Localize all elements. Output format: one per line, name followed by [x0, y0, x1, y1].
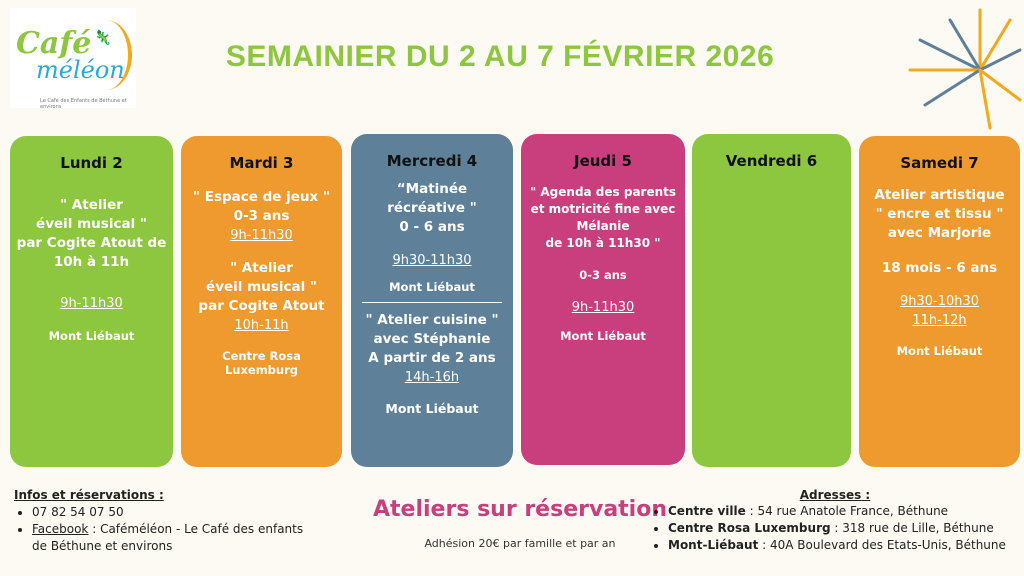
activity-age: 0-3 ans — [233, 208, 290, 224]
activity-line: 10h à 11h — [53, 254, 130, 270]
activity-age: 0-3 ans — [579, 268, 627, 282]
activity-line: “Matinée — [396, 181, 468, 197]
logo-tagline: Le Café des Enfants de Béthune et environs — [40, 98, 127, 110]
activity-line: éveil musical " — [36, 216, 147, 232]
activity-line: et motricité fine avec — [530, 202, 676, 216]
facebook-item — [32, 521, 314, 555]
activity-line: Atelier artistique — [874, 187, 1005, 203]
activity-time: 9h30-10h30 — [899, 294, 980, 309]
activity-line: " Espace de jeux " — [193, 189, 330, 205]
address-item: • Mont-Liébaut : 40A Boulevard des Etats-Unis, Béthune — [668, 537, 1020, 554]
firework-icon — [880, 0, 1024, 130]
activity-line: par Cogite Atout — [198, 298, 325, 314]
activity-line: récréative " — [387, 200, 477, 216]
day-title: Lundi 2 — [60, 154, 123, 172]
day-card-lundi — [10, 136, 173, 467]
activity-line: " Atelier — [230, 260, 293, 276]
day-title: Mardi 3 — [229, 154, 294, 172]
addresses — [650, 488, 1020, 554]
facebook-link[interactable]: Facebook — [32, 522, 89, 536]
chameleon-icon: 🦎 — [94, 30, 112, 46]
divider — [362, 302, 502, 303]
activity-line: " Atelier cuisine " — [365, 312, 499, 328]
activity-line: avec Marjorie — [887, 225, 992, 241]
activity-line: éveil musical " — [206, 279, 317, 295]
reservation-title: Ateliers sur réservation — [373, 497, 667, 522]
contact-info — [14, 488, 314, 555]
activity-time: 11h-12h — [912, 313, 967, 328]
membership-note: Adhésion 20€ par famille et par an — [424, 537, 616, 550]
activity-place: Mont Liébaut — [896, 344, 983, 358]
day-title: Samedi 7 — [900, 154, 979, 172]
activity-age: A partir de 2 ans — [368, 350, 496, 366]
logo-word-meleon: méléon — [36, 56, 125, 84]
day-card-samedi — [859, 136, 1020, 467]
activity-time: 9h-11h30 — [571, 300, 635, 315]
logo-word-cafe: Café — [16, 26, 92, 61]
day-card-jeudi — [521, 134, 685, 465]
activity-line: " Atelier — [60, 197, 123, 213]
activity-age: 18 mois - 6 ans — [881, 260, 998, 276]
activity-line: de 10h à 11h30 " — [545, 236, 661, 250]
page-title: SEMAINIER DU 2 AU 7 FÉVRIER 2026 — [225, 40, 775, 73]
activity-line: avec Stéphanie — [373, 331, 491, 347]
day-card-mardi — [181, 136, 342, 467]
activity-time: 14h-16h — [404, 370, 460, 385]
address-item: • Centre Rosa Luxemburg : 318 rue de Lille, Béthune — [668, 520, 1020, 537]
day-title: Vendredi 6 — [725, 152, 818, 170]
addresses-heading: Adresses : — [799, 488, 871, 502]
facebook-text: : Caféméléon - Le Café des enfants de Béthune et environs — [32, 522, 304, 553]
cafe-meleon-logo — [10, 8, 136, 108]
day-card-mercredi — [351, 134, 513, 467]
activity-line: Mélanie — [576, 219, 630, 233]
activity-place: Centre Rosa Luxemburg — [222, 349, 301, 377]
activity-time: 10h-11h — [234, 318, 289, 333]
activity-time: 9h30-11h30 — [392, 253, 472, 268]
activity-time: 9h-11h30 — [60, 296, 123, 311]
day-card-vendredi — [692, 134, 851, 467]
day-title: Jeudi 5 — [574, 152, 632, 170]
address-item: • Centre ville : 54 rue Anatole France, Béthune — [668, 503, 1020, 520]
activity-age: 0 - 6 ans — [399, 219, 465, 235]
activity-line: " encre et tissu " — [875, 206, 1004, 222]
phone-number[interactable]: • 07 82 54 07 50 — [32, 504, 314, 521]
activity-place: Mont Liébaut — [560, 329, 646, 343]
activity-place: Mont Liébaut — [385, 401, 479, 416]
activity-place: Mont Liébaut — [48, 329, 135, 343]
day-title: Mercredi 4 — [386, 152, 478, 170]
activity-line: par Cogite Atout de — [16, 235, 167, 251]
activity-time: 9h-11h30 — [230, 228, 293, 243]
activity-place: Mont Liébaut — [389, 280, 475, 294]
activity-line: " Agenda des parents — [529, 185, 677, 199]
contact-heading: Infos et réservations : — [14, 488, 164, 502]
